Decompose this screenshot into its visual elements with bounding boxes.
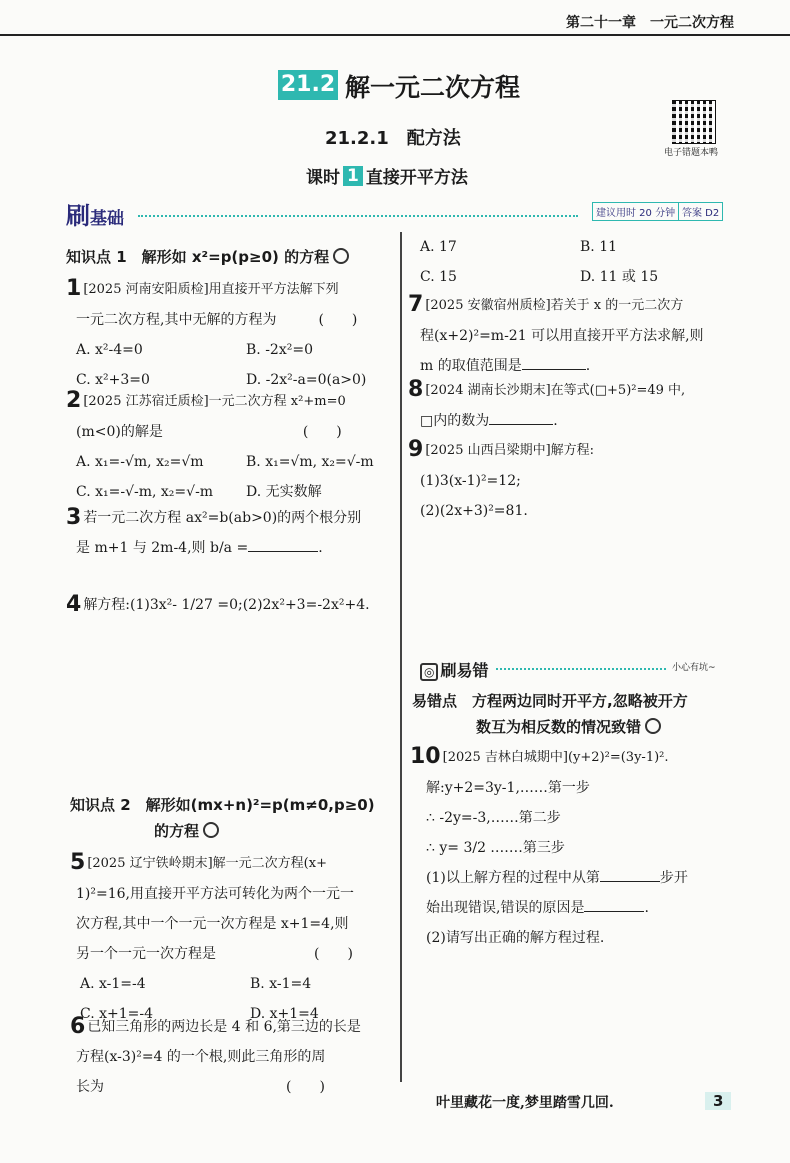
kp2-label2: 的方程 bbox=[154, 822, 200, 840]
q5-option-b[interactable]: B. x-1=4 bbox=[250, 976, 312, 992]
answer-badge: 答案 D2 bbox=[678, 202, 723, 221]
kp1-label: 知识点 1 解形如 x²=p(p≥0) 的方程 bbox=[66, 248, 330, 266]
q3-answer-blank[interactable] bbox=[248, 537, 318, 552]
q10-step-1: 解:y+2=3y-1,……第一步 bbox=[426, 780, 590, 796]
question-2 bbox=[66, 386, 396, 507]
q4-stem: 解方程:(1)3x²- 1/27 =0;(2)2x²+3=-2x²+4. bbox=[83, 597, 370, 613]
q9-number: 9 bbox=[408, 437, 424, 462]
error-point-label2: 数互为相反数的情况致错 bbox=[476, 718, 642, 736]
q7-stem: [2025 安徽宿州质检]若关于 x 的一元二次方 bbox=[425, 298, 684, 313]
question-6 bbox=[70, 1012, 396, 1102]
q7-stem3: m 的取值范围是 bbox=[420, 358, 522, 374]
q5-stem3: 次方程,其中一个一元一次方程是 x+1=4,则 bbox=[76, 916, 349, 932]
q9-stem: [2025 山西吕梁期中]解方程: bbox=[425, 443, 595, 458]
brand-sub: 基础 bbox=[90, 209, 124, 229]
check-icon bbox=[645, 718, 661, 734]
q6-stem: 已知三角形的两边长是 4 和 6,第三边的长是 bbox=[87, 1019, 361, 1035]
error-title-text: 刷易错 bbox=[440, 661, 489, 680]
q1-option-a[interactable]: A. x²-4=0 bbox=[76, 342, 143, 358]
q1-option-d[interactable]: D. -2x²-a=0(a>0) bbox=[246, 372, 367, 388]
q5-stem4: 另一个一元一次方程是 ( ) bbox=[76, 946, 353, 962]
lesson-number: 1 bbox=[343, 166, 363, 186]
brand-main: 刷 bbox=[66, 202, 90, 230]
knowledge-point-2 bbox=[70, 792, 375, 844]
q5-number: 5 bbox=[70, 850, 86, 875]
q1-stem: [2025 河南安阳质检]用直接开平方法解下列 bbox=[83, 282, 339, 297]
question-7: 7 [2025 安徽宿州质检]若关于 x 的一元二次方 程(x+2)²=m-21 可以用直接开平方法求解,则 m 的取值范围是 . bbox=[408, 290, 738, 381]
q2-option-c[interactable]: C. x₁=-√-m, x₂=√-m bbox=[76, 484, 214, 500]
error-point-label: 易错点 方程两边同时开平方,忽略被开方 bbox=[412, 692, 688, 710]
question-3: 3 若一元二次方程 ax²=b(ab>0)的两个根分别 是 m+1 与 2m-4,则 b/a = . bbox=[66, 505, 362, 556]
error-section-rule bbox=[496, 668, 666, 670]
lesson-prefix: 课时 bbox=[306, 168, 340, 188]
question-9 bbox=[408, 435, 738, 526]
question-4 bbox=[66, 590, 396, 620]
check-icon bbox=[333, 248, 349, 264]
q5-option-d[interactable]: D. x+1=4 bbox=[250, 1006, 319, 1022]
brand-title bbox=[66, 196, 124, 231]
q7-stem2: 程(x+2)²=m-21 可以用直接开平方法求解,则 bbox=[420, 328, 704, 344]
q6-option-a[interactable]: A. 17 bbox=[420, 239, 457, 255]
q1-option-b[interactable]: B. -2x²=0 bbox=[246, 342, 313, 358]
q2-stem2: (m<0)的解是 ( ) bbox=[76, 424, 342, 440]
time-badge: 建议用时 20 分钟 bbox=[592, 202, 679, 221]
q5-option-c[interactable]: C. x+1=-4 bbox=[80, 1006, 154, 1022]
error-point bbox=[412, 688, 688, 740]
q1-stem2: 一元二次方程,其中无解的方程为 ( ) bbox=[76, 312, 358, 328]
subsection-title: 21.2.1 配方法 bbox=[325, 128, 461, 149]
q10-part-1c: 始出现错误,错误的原因是 bbox=[426, 900, 585, 916]
q5-stem2: 1)²=16,用直接开平方法可转化为两个一元一 bbox=[76, 886, 354, 902]
q8-number: 8 bbox=[408, 377, 424, 402]
q5-option-a[interactable]: A. x-1=-4 bbox=[80, 976, 146, 992]
q8-stem2: □内的数为 bbox=[420, 413, 490, 429]
section-title: 解一元二次方程 bbox=[345, 73, 521, 102]
q9-part-1: (1)3(x-1)²=12; bbox=[420, 473, 521, 489]
q2-option-b[interactable]: B. x₁=√m, x₂=√-m bbox=[246, 454, 374, 470]
q10-part-2: (2)请写出正确的解方程过程. bbox=[426, 930, 605, 946]
q1-number: 1 bbox=[66, 276, 82, 301]
check-icon bbox=[203, 822, 219, 838]
column-divider bbox=[400, 232, 402, 1082]
q2-number: 2 bbox=[66, 388, 82, 413]
footer-quote: 叶里藏花一度,梦里踏雪几回. bbox=[436, 1095, 614, 1111]
q2-stem: [2025 江苏宿迁质检]一元二次方程 x²+m=0 bbox=[83, 394, 346, 409]
q7-number: 7 bbox=[408, 292, 424, 317]
question-1 bbox=[66, 274, 396, 395]
page-number: 3 bbox=[705, 1092, 731, 1110]
q8-answer-blank[interactable] bbox=[489, 410, 553, 425]
q4-number: 4 bbox=[66, 592, 82, 617]
q10-stem: [2025 吉林白城期中](y+2)²=(3y-1)². bbox=[442, 750, 669, 765]
q10-step-2: ∴ -2y=-3,……第二步 bbox=[426, 810, 561, 826]
q8-stem: [2024 湖南长沙期末]在等式(□+5)²=49 中, bbox=[425, 383, 686, 398]
question-6-options bbox=[420, 232, 750, 292]
q6-stem2: 方程(x-3)²=4 的一个根,则此三角形的周 bbox=[76, 1049, 326, 1065]
q6-option-c[interactable]: C. 15 bbox=[420, 269, 457, 285]
brand-rule bbox=[138, 215, 578, 217]
q10-step-3: ∴ y= 3/2 .……第三步 bbox=[426, 840, 565, 856]
q10-number: 10 bbox=[410, 744, 441, 769]
header-rule bbox=[0, 34, 790, 36]
error-section-note: 小心有坑~ bbox=[672, 663, 716, 673]
q10-part-1: (1)以上解方程的过程中从第 bbox=[426, 870, 600, 886]
q7-answer-blank[interactable] bbox=[522, 355, 586, 370]
q6-number: 6 bbox=[70, 1014, 86, 1039]
q2-option-d[interactable]: D. 无实数解 bbox=[246, 484, 322, 500]
q1-option-c[interactable]: C. x²+3=0 bbox=[76, 372, 150, 388]
kp2-label: 知识点 2 解形如(mx+n)²=p(m≠0,p≥0) bbox=[70, 796, 375, 814]
q9-part-2: (2)(2x+3)²=81. bbox=[420, 503, 528, 519]
q10-part-1b: 步开 bbox=[659, 870, 688, 886]
q3-stem2: 是 m+1 与 2m-4,则 b/a = bbox=[76, 540, 249, 556]
chapter-header: 第二十一章 一元二次方程 bbox=[566, 15, 734, 31]
q6-stem3: 长为 ( ) bbox=[76, 1079, 325, 1095]
lesson-title bbox=[306, 163, 468, 188]
lesson-name: 直接开平方法 bbox=[365, 168, 468, 188]
q6-option-d[interactable]: D. 11 或 15 bbox=[580, 269, 659, 285]
question-8: 8 [2024 湖南长沙期末]在等式(□+5)²=49 中, □内的数为 . bbox=[408, 377, 686, 429]
q3-stem: 若一元二次方程 ax²=b(ab>0)的两个根分别 bbox=[83, 510, 362, 526]
q6-option-b[interactable]: B. 11 bbox=[580, 239, 618, 255]
question-5 bbox=[70, 848, 396, 1029]
q10-step-blank[interactable] bbox=[600, 867, 660, 882]
qr-label: 电子错题本鸭 bbox=[664, 148, 719, 158]
q3-number: 3 bbox=[66, 505, 82, 530]
section-badge: 21.2 bbox=[278, 70, 338, 100]
q2-option-a[interactable]: A. x₁=-√m, x₂=√m bbox=[76, 454, 204, 470]
q5-stem: [2025 辽宁铁岭期末]解一元二次方程(x+ bbox=[87, 856, 327, 871]
error-section-title: ◎ 刷易错 bbox=[420, 658, 489, 681]
qr-pattern bbox=[672, 100, 714, 142]
question-10: 10 [2025 吉林白城期中](y+2)²=(3y-1)². 解:y+2=3y-1,……第一步 ∴ -2y=-3,……第二步 ∴ y= 3/2 .……第三步 (1)以上解方程的过程中从第 步开 始出现错误,错误的原因是 . (2)请写出正确的解方程过程. bbox=[410, 742, 750, 953]
q10-reason-blank[interactable] bbox=[584, 897, 644, 912]
knowledge-point-1 bbox=[66, 246, 349, 267]
